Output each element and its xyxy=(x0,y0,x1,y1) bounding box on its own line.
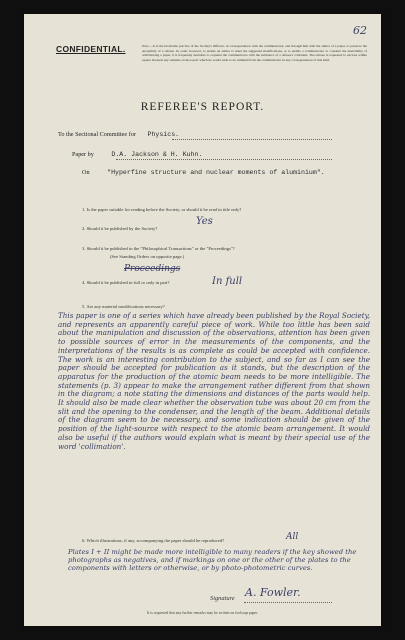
footer-note: It is requested that any further remarks may be written on foolscap paper. xyxy=(146,611,259,615)
paper-underline xyxy=(116,159,332,160)
answer-3: Proceedings xyxy=(124,264,181,274)
question-2: 2. Should it be published by the Society? xyxy=(82,226,158,231)
answer-6: All xyxy=(286,532,299,542)
report-title: REFEREE'S REPORT. xyxy=(140,101,265,113)
question-5: 5. Are any material modifications necessary? xyxy=(82,304,165,309)
committee-label: To the Sectional Committee for xyxy=(58,131,136,138)
signature-label: Signature xyxy=(210,595,235,602)
question-3: 3. Should it be published in the "Philosophical Transactions" or the "Proceedings"? xyxy=(82,246,235,251)
question-1: 1. Is the paper suitable for reading before the Society, or should it be read in title only? xyxy=(82,207,242,212)
question-3-subtext: (See Standing Orders on opposite page.) xyxy=(110,254,185,259)
answer-2: Yes xyxy=(196,216,213,227)
question-6: 6. Which illustrations, if any, accompanying the paper should be reproduced? xyxy=(82,538,225,543)
referee-report-sheet xyxy=(24,14,381,626)
on-row xyxy=(82,169,325,176)
paper-authors: D.A. Jackson & H. Kuhn. xyxy=(111,151,203,158)
committee-row xyxy=(58,131,179,138)
committee-underline xyxy=(172,139,332,140)
on-label: On xyxy=(82,169,90,176)
committee-value: Physics. xyxy=(147,131,180,138)
answer-4: In full xyxy=(212,276,243,287)
illustrations-handwriting: Plates I + II might be made more intelligible to many readers if the key showed the photographs as negatives, and if markings on one or the other of the plates to the components with letters or otherwise, or by photo-photometric curves. xyxy=(68,548,357,573)
paper-row xyxy=(72,151,202,158)
signature-line xyxy=(244,602,332,603)
folio-number: 62 xyxy=(353,24,367,37)
confidential-label: CONFIDENTIAL. xyxy=(56,44,126,54)
confidential-note: Note.—It is the invariable practice of the Society's Officers, in correspondence with the communicator, and through him with the author of a paper, to preserve the anonymity of a referee. In order, however, to enable an author to meet the suggested modifications, or to enable a communicator to consider the desirability of withdrawing a paper, it is frequently desirable to acquaint the communicator with the substance of a referee's criticisms. The referee is requested to enclose within square brackets any remarks on his report which he would wish to be withheld from the communicator in any correspondence of this kind. xyxy=(142,44,367,62)
referee-signature: A. Fowler. xyxy=(245,586,301,599)
report-body-handwriting: This paper is one of a series which have already been published by the Royal Society, and represents an apparently careful piece of work. While too little has been said about the manipulation and discussion of the observations, attention has been given to possible sources of error in the measurements of the components, and the interpretations of the results is as complete as could be accepted with confidence. The work is an interesting contribution to the subject, and so far as I can see the paper should be accepted for publication as it stands, but the description of the apparatus for the production of the atomic beam needs to be more intelligible. The statements (p. 3) appear to make the arrangement rather different from that shown in the diagram; a note stating the dimensions and distances of the parts would help. It should also be made clear whether the observation tube was about 20 cm from the slit and the opening to the condenser, and the length of the beam. Additional details of the diagram seem to be necessary, and some indication should be given of the position of the light-source with respect to the atomic beam arrangement. It would also be useful if the authors would explain what is meant by their special use of the word 'collimation'. xyxy=(58,311,370,451)
paper-label: Paper by xyxy=(72,151,94,158)
question-4: 4. Should it be published in full or only in part? xyxy=(82,280,170,285)
paper-title: "Hyperfine structure and nuclear moments of aluminium". xyxy=(107,169,325,176)
